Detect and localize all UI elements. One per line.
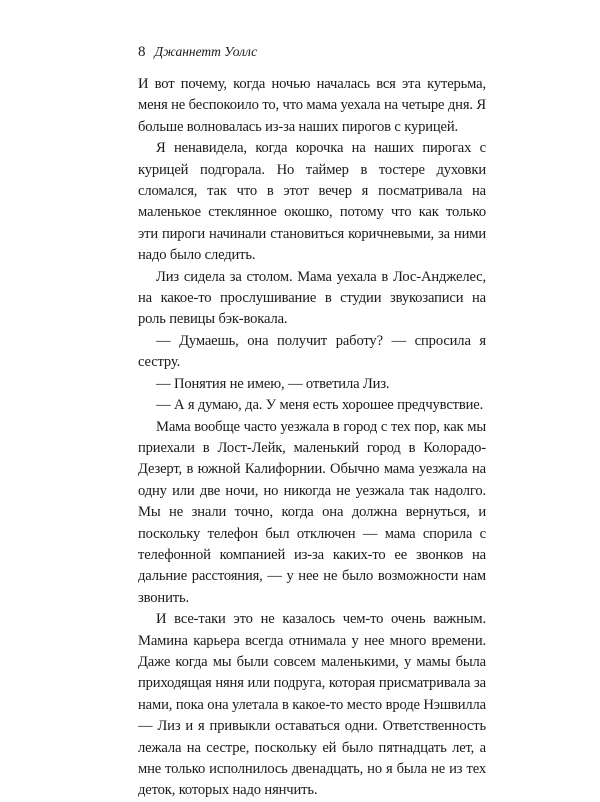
- body-text: [138, 74, 486, 802]
- paragraph: И вот почему, когда ночью началась вся эта кутерьма, меня не беспокоило то, что мама уехала на четыре дня. Я больше волновалась из-за наших пирогов с курицей.: [138, 76, 486, 135]
- header-author: Джаннетт Уоллс: [154, 44, 258, 59]
- running-header: [138, 40, 486, 64]
- page-number: 8: [138, 44, 146, 60]
- paragraph: Мама вообще часто уезжала в город с тех пор, как мы приехали в Лост-Лейк, маленький город в Колорадо-Дезерт, в южной Калифорнии. Обычно мама уезжала на одну или две ночи, но никогда не уезжала так надолго. Мы не знали точно, когда она должна вернуться, и поскольку телефон был отключен — мама спорила с телефонной компанией из-за каких-то ее звонков на дальние расстояния, — у нее не было возможности нам звонить.: [138, 418, 486, 606]
- paragraph: Я ненавидела, когда корочка на наших пирогах с курицей подгорала. Но таймер в тостере духовки сломался, так что в этот вечер я посматривала на маленькое стеклянное окошко, потому что как только эти пироги начинали становиться коричневыми, за ними надо было следить.: [138, 140, 486, 264]
- paragraph: Лиз сидела за столом. Мама уехала в Лос-Анджелес, на какое-то прослушивание в студии звукозаписи на роль певицы бэк-вокала.: [138, 268, 486, 328]
- dialogue-line: — Думаешь, она получит работу? — спросила я сестру.: [138, 332, 486, 371]
- book-page: [138, 40, 486, 802]
- paragraph: И все-таки это не казалось чем-то очень важным. Мамина карьера всегда отнимала у нее много времени. Даже когда мы были совсем маленькими, у мамы была приходящая няня или подруга, которая присматривала за нами, пока она улетала в какое-то место вроде Нэшвилла — Лиз и я привыкли оставаться одни. Ответственность лежала на сестре, поскольку ей было пятнадцать лет, а мне только исполнилось двенадцать, но я была не из тех деток, которых надо нянчить.: [138, 611, 486, 799]
- dialogue-line: — Понятия не имею, — ответила Лиз.: [156, 375, 390, 392]
- dialogue-line: — А я думаю, да. У меня есть хорошее предчувствие.: [156, 397, 484, 414]
